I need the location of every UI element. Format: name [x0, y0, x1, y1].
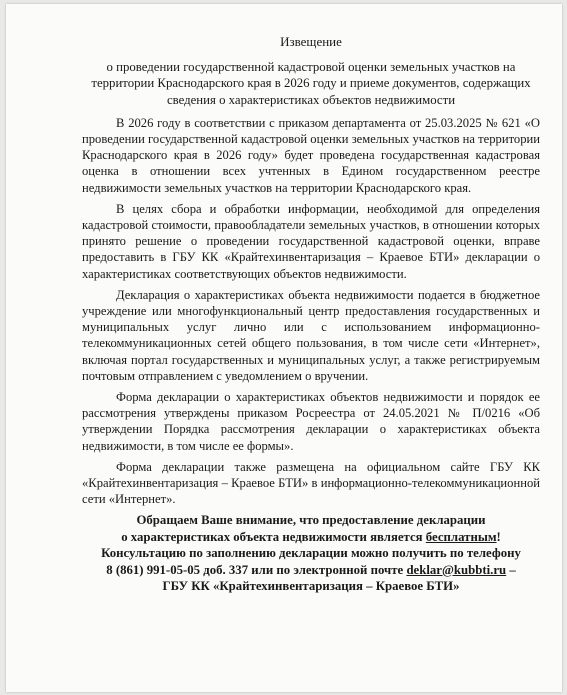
- paragraph-4: Форма декларации о характеристиках объектов недвижимости и порядок ее рассмотрения утверждены приказом Росреестра от 24.05.2021 № П/0216 «Об утверждении Порядка рассмотрения декларации о характеристиках объекта недвижимости, в том числе ее формы».: [82, 390, 540, 453]
- document-content: [82, 34, 540, 595]
- notice-line-2-end: !: [496, 529, 501, 544]
- notice-line-1: Обращаем Ваше внимание, что предоставление декларации: [136, 513, 486, 528]
- notice-line-3: Консультацию по заполнению декларации можно получить по телефону: [101, 546, 521, 561]
- paragraph-2: В целях сбора и обработки информации, необходимой для определения кадастровой стоимости, правообладатели земельных участков, в отношении которых принято решение о проведении государственной кадастровой оценки, вправе предоставить в ГБУ КК «Крайтехинвентаризация – Краевое БТИ» декларации о характеристиках соответствующих объектов недвижимости.: [82, 201, 540, 281]
- document-page: [6, 4, 562, 692]
- notice-block: [82, 512, 540, 594]
- phone-text: 8 (861) 991-05-05 доб. 337 или по электронной почте: [106, 562, 407, 577]
- document-subtitle: о проведении государственной кадастровой оценки земельных участков на территории Краснодарского края в 2026 году и приеме документов, содержащих сведения о характеристиках объектов недвижимости: [91, 60, 531, 107]
- notice-line-5: ГБУ КК «Крайтехинвентаризация – Краевое БТИ»: [162, 579, 460, 594]
- paragraph-5: Форма декларации также размещена на официальном сайте ГБУ КК «Крайтехинвентаризация – Краевое БТИ» в информационно-телекоммуникационной сети «Интернет».: [82, 459, 540, 507]
- email-link[interactable]: deklar@kubbti.ru: [406, 562, 507, 577]
- paragraph-3: Декларация о характеристиках объекта недвижимости подается в бюджетное учреждение или многофункциональный центр предоставления государственных и муниципальных услуг лично или с использованием информационно-телекоммуникационных сетей общего пользования, в том числе сети «Интернет», включая портал государственных и муниципальных услуг, а также регистрируемым почтовым отправлением с уведомлением о вручении.: [82, 287, 540, 383]
- notice-line-4-end: –: [506, 562, 516, 577]
- free-of-charge-label: бесплатным: [425, 529, 497, 544]
- notice-line-2: [82, 529, 540, 545]
- paragraph-1: В 2026 году в соответствии с приказом департамента от 25.03.2025 № 621 «О проведении государственной кадастровой оценки земельных участков на территории Краснодарского края в 2026 году» будет проведена государственная кадастровая оценка в отношении всех учтенных в Едином государственном реестре недвижимости земельных участков на территории Краснодарского края.: [82, 115, 540, 195]
- notice-line-2-text: о характеристиках объекта недвижимости является: [121, 529, 426, 544]
- document-title: Извещение: [280, 34, 342, 49]
- notice-line-4: [82, 562, 540, 578]
